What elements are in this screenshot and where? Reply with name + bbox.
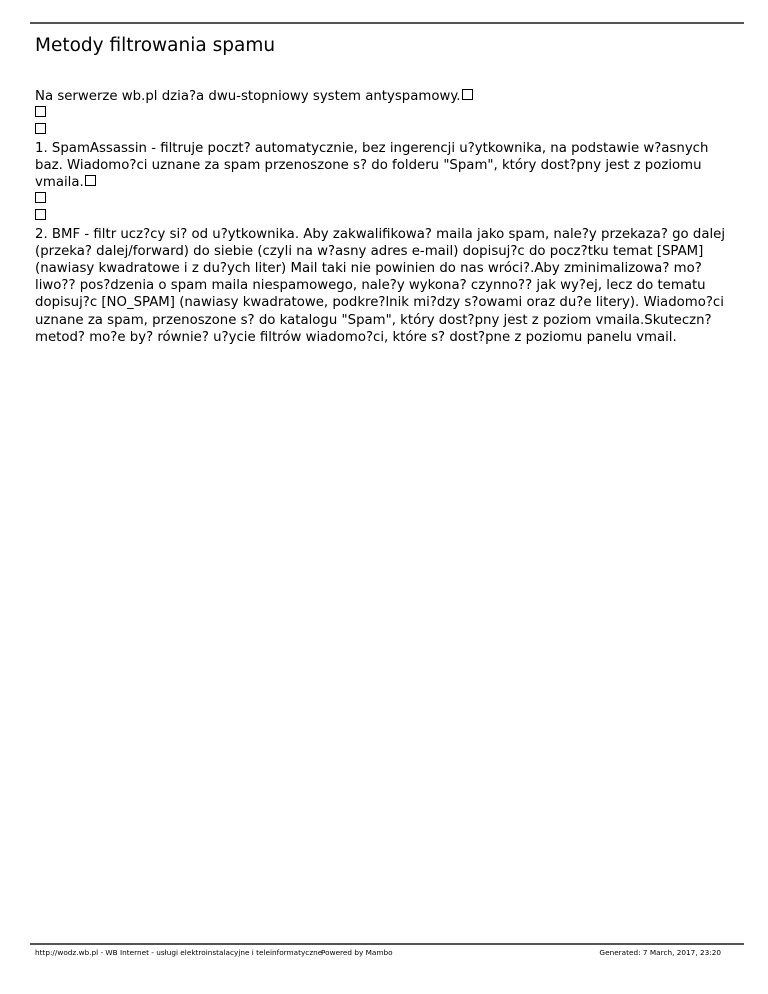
paragraph-intro-text: Na serwerze wb.pl dzia?a dwu-stopniowy system antyspamowy. [35,89,461,104]
footer-powered-by: Powered by Mambo [321,948,393,957]
page-title: Metody filtrowania spamu [35,35,276,56]
article-paragraph [35,226,735,346]
missing-glyph-box-icon [35,192,46,203]
footer-site-link[interactable]: http://wodz.wb.pl - WB Internet - usługi elektroinstalacyjne i teleinformatyczne [35,948,323,957]
missing-glyph-box-icon [35,123,46,134]
paragraph-spamassassin-text: 1. SpamAssassin - filtruje poczt? automatycznie, bez ingerencji u?ytkownika, na podstawie w?asnych baz. Wiadomo?ci uznane za spam przenoszone s? do folderu "Spam", który dost?pny jest z poziomu vmaila. [35,140,709,191]
footer-divider [30,943,744,945]
header-divider [30,22,744,24]
article-paragraph [35,208,735,225]
article-paragraph [35,88,735,105]
article-paragraph [35,140,735,192]
article-paragraph [35,122,735,139]
article-paragraph [35,105,735,122]
missing-glyph-box-icon [85,175,96,186]
footer-generated-date: Generated: 7 March, 2017, 23:20 [599,948,721,957]
missing-glyph-box-icon [462,89,473,100]
article-body [35,88,735,346]
paragraph-bmf-text: 2. BMF - filtr ucz?cy si? od u?ytkownika. Aby zakwalifikowa? maila jako spam, nale?y przekaza? go dalej (przeka? dalej/forward) do siebie (czyli na w?asny adres e-mail) dopisuj?c do pocz?tku temat [SPAM] (nawiasy kwadratowe i z du?ych liter) Mail taki nie powinien do nas wróci?.Aby zminimalizowa? mo?liwo?? pos?dzenia o spam maila niespamowego, nale?y wykona? czynno?? jak wy?ej, lecz do tematu dopisuj?c [NO_SPAM] (nawiasy kwadratowe, podkre?lnik mi?dzy s?owami oraz du?e litery). Wiadomo?ci uznane za spam, przenoszone s? do katalogu "Spam", który dost?pny jest z poziom vmaila.Skuteczn? metod? mo?e by? równie? u?ycie filtrów wiadomo?ci, które s? dost?pne z poziomu panelu vmail. [35,226,726,345]
article-paragraph [35,191,735,208]
missing-glyph-box-icon [35,209,46,220]
missing-glyph-box-icon [35,106,46,117]
